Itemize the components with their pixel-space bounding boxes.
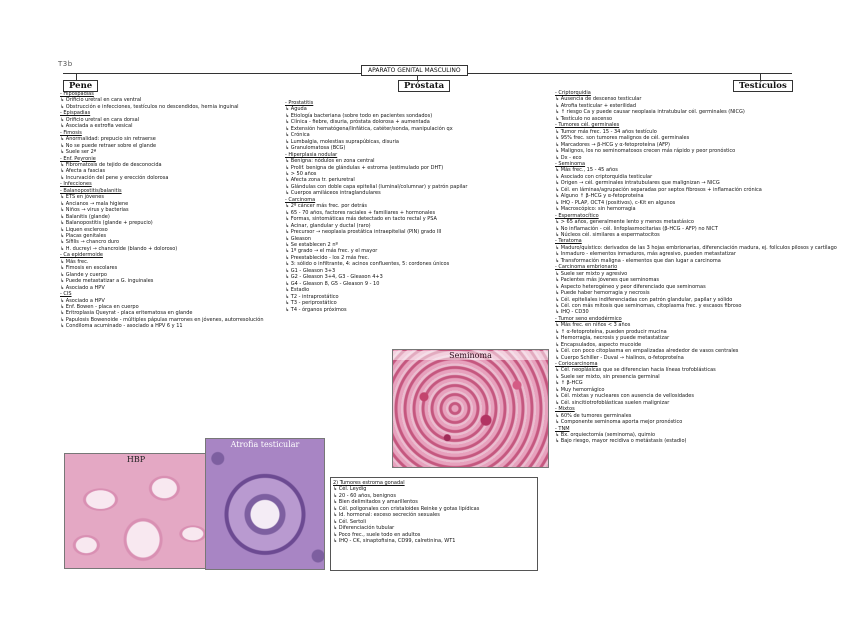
note-line: ↳ 60% de tumores germinales bbox=[555, 412, 632, 419]
atrofia-caption: Atrofia testicular bbox=[230, 440, 300, 449]
page-title: APARATO GENITAL MASCULINO bbox=[361, 65, 468, 76]
note-line: ↳ ↑ β-HCG bbox=[555, 380, 583, 387]
note-line: ↳ Más frec. bbox=[60, 258, 89, 265]
note-line: ↳ Ausencia de descenso testicular bbox=[555, 96, 642, 103]
note-line: ↳ Hemorragia, necrosis y puede metastatizar bbox=[555, 335, 670, 342]
hbp-micrograph bbox=[64, 453, 208, 569]
note-line: - Ca epidermoide bbox=[60, 252, 103, 259]
note-line: ↳ Inmaduro - elementos inmaduros, más agresivo, pueden metastatizar bbox=[555, 251, 736, 258]
note-line: - CIS bbox=[60, 291, 72, 298]
note-line: ↳ IHQ - PLAP, OCT4 (positivos), c-Kit en algunos bbox=[555, 199, 676, 206]
notes-column-pene bbox=[60, 91, 276, 330]
note-line: ↳ Estadio bbox=[285, 287, 310, 294]
note-line: ↳ 3: sólido o infiltrante, 4: acinos confluentes, 5: cordones únicos bbox=[285, 261, 450, 268]
header-pene: Pene bbox=[63, 80, 98, 92]
notes-column-estroma-gonadal bbox=[333, 480, 533, 545]
note-line: ↳ Ancianos → mala higiene bbox=[60, 200, 129, 207]
note-line: ↳ Papulosis Bowenoide - múltiples pápulas marrones en jóvenes, autorresolución bbox=[60, 316, 264, 323]
note-line: ↳ Orificio uretral en cara ventral bbox=[60, 97, 142, 104]
note-line: ↳ Formas, sintomáticas más detectado en tacto rectal y PSA bbox=[285, 216, 437, 223]
note-line: ↳ Suele ser mixto y agresivo bbox=[555, 270, 628, 277]
note-line: ↳ Tumor más frec. 15 - 34 años testículo bbox=[555, 128, 657, 135]
note-line: ↳ Crónica bbox=[285, 132, 310, 139]
note-line: ↳ Asociado con criptorquidia testicular bbox=[555, 173, 653, 180]
note-line: ↳ Maduro/quístico: derivados de las 3 hojas embrionarias, diferenciación madura, ej. folículos pilosos y cartílago bbox=[555, 244, 837, 251]
notes-column-prostata bbox=[285, 100, 555, 313]
note-line: ↳ Gleason bbox=[285, 235, 312, 242]
note-line: ↳ Enf. Bowen - placa en cuerpo bbox=[60, 303, 139, 310]
note-line: - Criptorquidia bbox=[555, 90, 591, 96]
note-line: ↳ G4 - Gleason 8, G5 - Gleason 9 - 10 bbox=[285, 280, 380, 287]
note-line: - Fimosis bbox=[60, 129, 82, 136]
note-line: ↳ Suele ser 2ª bbox=[60, 149, 97, 156]
atrofia-micrograph bbox=[205, 438, 325, 570]
note-line: ↳ Liquen escleroso bbox=[60, 226, 108, 233]
note-line: ↳ Obstrucción e infecciones, testículos no descendidos, hernia inguinal bbox=[60, 103, 239, 110]
note-line: - Carcinoma embrionario bbox=[555, 264, 618, 271]
note-line: ↳ Marcadores → β-HCG y α-fetoproteína (AFP) bbox=[555, 141, 670, 148]
header-testiculos: Testículos bbox=[733, 80, 793, 92]
header-prostata: Próstata bbox=[398, 80, 450, 92]
note-line: - Espermatocítico bbox=[555, 212, 599, 219]
note-line: ↳ 65 - 70 años, factores raciales + familiares + hormonales bbox=[285, 209, 436, 216]
note-line: ↳ Cél. poligonales con cristaloides Reinke y gotas lipídicas bbox=[333, 505, 480, 512]
note-line: ↳ Fibromatosis de tejido de desconocida bbox=[60, 161, 162, 168]
note-line: ↳ > 65 años, generalmente lento y menos metastásico bbox=[555, 219, 694, 226]
hbp-caption: HBP bbox=[126, 455, 146, 464]
note-line: - Balanopostitis/balanitis bbox=[60, 187, 122, 194]
note-line: ↳ Cél. epiteliales indiferenciadas con patrón glandular, papilar y sólido bbox=[555, 296, 733, 303]
note-line: ↳ Cél. en láminas/agrupación separadas por septos fibrosos + inflamación crónica bbox=[555, 186, 762, 193]
note-line: ↳ Suele ser mixto, sin presencia germinal bbox=[555, 373, 660, 380]
note-line: ↳ 2º cáncer más frec. por detrás bbox=[285, 203, 368, 210]
note-line: ↳ Diferenciación tubular bbox=[333, 525, 395, 532]
notes-column-testiculos bbox=[555, 90, 837, 445]
note-line: ↳ Bajo riesgo, mayor recidiva o metástasis (estadio) bbox=[555, 438, 687, 445]
note-line: - Tumores cél. germinales bbox=[555, 122, 620, 129]
note-line: ↳ Cél. sincitiotrofoblásticas suelen malignizar bbox=[555, 399, 670, 406]
note-line: ↳ Puede metastatizar a G. inguinales bbox=[60, 278, 154, 285]
note-line: ↳ G1 - Gleason 3+3 bbox=[285, 267, 336, 274]
note-line: ↳ ↑ riesgo Ca y puede causar neoplasia intratubular cél. germinales (NICG) bbox=[555, 109, 745, 116]
note-line: - Tumor seno endodérmico bbox=[555, 315, 622, 322]
note-line: ↳ ETS en jóvenes bbox=[60, 194, 104, 201]
note-line: ↳ Fimosis en escolares bbox=[60, 265, 118, 272]
note-line: ↳ Más frec. en niños < 3 años bbox=[555, 322, 631, 329]
note-line: ↳ Encapsulados, aspecto mucoide bbox=[555, 341, 642, 348]
note-line: - Teratoma bbox=[555, 238, 582, 245]
note-line: ↳ Cél. con más mitosis que seminomas, citoplasma frec. y escasos fibroso bbox=[555, 302, 742, 309]
note-line: ↳ H. ducreyi → chancroide (blando + doloroso) bbox=[60, 245, 178, 252]
note-line: ↳ Muy hemorrágico bbox=[555, 386, 605, 393]
note-line: - Enf. Peyronie bbox=[60, 155, 96, 162]
note-line: ↳ Dx - eco bbox=[555, 154, 582, 161]
note-line: ↳ Clínica - fiebre, disuria, próstata dolorosa + aumentada bbox=[285, 119, 430, 126]
note-line: - Coriocarcinoma bbox=[555, 361, 598, 368]
note-line: ↳ Atrofia testicular + esterilidad bbox=[555, 102, 637, 109]
note-line: ↳ Cuerpo Schiller - Duval → hialinos, α-fetoproteína bbox=[555, 354, 684, 361]
note-line: ↳ Bien delimitados y amarillentos bbox=[333, 499, 418, 506]
note-line: - Mixtos bbox=[555, 406, 575, 413]
note-line: ↳ Placas genitales bbox=[60, 232, 107, 239]
note-line: ↳ Afecta a fascias bbox=[60, 168, 106, 175]
note-line: ↳ G2 - Gleason 3+4, G3 - Gleason 4+3 bbox=[285, 274, 383, 281]
note-line: ↳ Cél. con poco citoplasma en empalizadas alrededor de vasos centrales bbox=[555, 348, 739, 355]
note-line: ↳ Condiloma acuminado - asociado a HPV 6 y 11 bbox=[60, 323, 183, 330]
page-tag: T3b bbox=[58, 60, 73, 68]
note-line: ↳ Puede haber hemorragia y necrosis bbox=[555, 290, 650, 297]
note-line: - Carcinoma bbox=[285, 196, 316, 203]
note-line: ↳ Id. hormonal: exceso secreción sexuales bbox=[333, 512, 440, 519]
note-line: ↳ Cél. Sertoli bbox=[333, 518, 367, 525]
note-line: ↳ Más frec., 15 - 45 años bbox=[555, 167, 618, 174]
note-line: ↳ Cuerpos amiláceos intraglandulares bbox=[285, 190, 381, 197]
note-line: ↳ Incurvación del pene y erección dolorosa bbox=[60, 174, 169, 181]
note-line: ↳ Alguno ↑ β-HCG y α-fetoproteína bbox=[555, 193, 644, 200]
note-line: ↳ Sífilis → chancro duro bbox=[60, 239, 120, 246]
note-line: ↳ Origen → cél. germinales intratubulares que malignizan → NICG bbox=[555, 180, 720, 187]
note-line: ↳ Balanitis (glande) bbox=[60, 213, 110, 220]
note-line: ↳ 95% frec. son tumores malignos de cél. germinales bbox=[555, 135, 690, 142]
note-line: ↳ Malignos, los no seminomatosos crecen más rápido y peor pronóstico bbox=[555, 148, 736, 155]
note-line: 2) Tumores estroma gonadal bbox=[333, 480, 405, 486]
note-line: ↳ Lumbalgia, molestias suprapúbicas, disuria bbox=[285, 138, 399, 145]
note-line: ↳ Asociada a extrofia vesical bbox=[60, 123, 133, 130]
note-line: - Epispadias bbox=[60, 110, 91, 117]
note-line: ↳ Asociado a HPV bbox=[60, 284, 105, 291]
note-line: ↳ Cél. Leydig bbox=[333, 486, 367, 493]
note-line: - Hiperplasia nodular bbox=[285, 151, 338, 158]
note-line: ↳ Niños → virus y bacterias bbox=[60, 207, 129, 214]
note-line: ↳ Afecta zona tr. periuretral bbox=[285, 177, 355, 184]
note-line: ↳ T4 - órganos próximos bbox=[285, 306, 347, 313]
note-line: ↳ No se puede retraer sobre el glande bbox=[60, 142, 157, 149]
note-line: ↳ Prolif. benigna de glándulas + estroma (estimulado por DHT) bbox=[285, 164, 444, 171]
note-line: ↳ Cél. mixtas y nucleares con ausencia de vellosidades bbox=[555, 393, 694, 400]
note-line: ↳ ↑ α-fetoproteína, pueden producir mucina bbox=[555, 328, 667, 335]
note-line: ↳ Granulomatosa (BCG) bbox=[285, 145, 346, 152]
note-line: ↳ IHQ - CK, sinaptofisina, CD99, calretinina, WT1 bbox=[333, 538, 456, 545]
note-line: ↳ 20 - 60 años, benignos bbox=[333, 492, 396, 499]
note-line: ↳ Etiología bacteriana (sobre todo en pacientes sondados) bbox=[285, 112, 433, 119]
note-line: ↳ Aspecto heterogéneo y peor diferenciado que seminomas bbox=[555, 283, 706, 290]
note-line: - Hipospadias bbox=[60, 91, 94, 97]
note-line: - Seminoma bbox=[555, 160, 586, 167]
note-line: ↳ Componente seminoma aporta mejor pronóstico bbox=[555, 419, 683, 426]
note-line: ↳ Glándulas con doble capa epitelial (luminal/columnar) y patrón papilar bbox=[285, 183, 468, 190]
note-line: ↳ Asociado a HPV bbox=[60, 297, 105, 304]
note-line: ↳ Extensión hematógena/linfática, catéter/sonda, manipulación qx bbox=[285, 125, 453, 132]
note-line: ↳ Pacientes más jóvenes que seminomas bbox=[555, 277, 660, 284]
note-line: ↳ T2 - intraprostático bbox=[285, 293, 339, 300]
note-line: ↳ Benigna: nódulos en zona central bbox=[285, 158, 375, 165]
note-line: ↳ Precursor → neoplasia prostática intraepitelial (PIN) grado III bbox=[285, 229, 442, 236]
note-line: - Infecciones bbox=[60, 181, 92, 188]
note-line: ↳ Balanopostitis (glande + prepucio) bbox=[60, 220, 153, 227]
note-line: ↳ Orificio uretral en cara dorsal bbox=[60, 116, 140, 123]
note-line: ↳ 1º grado → el más frec. y el mayor bbox=[285, 248, 378, 255]
note-line: ↳ Eritroplasia Queyrat - placa eritematosa en glande bbox=[60, 310, 193, 317]
note-line: ↳ Poco frec., suele todo en adultos bbox=[333, 531, 421, 538]
note-line: ↳ IHQ - CD30 bbox=[555, 309, 589, 316]
seminoma-micrograph bbox=[392, 349, 549, 468]
note-line: ↳ Aguda bbox=[285, 106, 307, 113]
note-line: ↳ T3 - periprostático bbox=[285, 300, 337, 307]
note-line: ↳ Transformación maligna - elementos que dan lugar a carcinoma bbox=[555, 257, 721, 264]
note-line: ↳ Se establecen 2 nº bbox=[285, 241, 338, 248]
note-line: ↳ Testículo no ascenso bbox=[555, 115, 613, 122]
note-line: ↳ Cél. neoplásicas que se diferencian hacia líneas trofoblásticas bbox=[555, 367, 716, 374]
note-line: ↳ Acinar, glandular y ductal (raro) bbox=[285, 222, 371, 229]
note-line: ↳ Macroscópico: sin hemorragia bbox=[555, 206, 636, 213]
note-line: ↳ Preestablecido - los 2 más frec. bbox=[285, 254, 370, 261]
note-line: ↳ Bx. orquiectomía (seminoma), quimio bbox=[555, 432, 656, 439]
note-line: ↳ Glande y cuerpo bbox=[60, 271, 107, 278]
seminoma-caption: Seminoma bbox=[393, 351, 548, 360]
note-line: ↳ Anormalidad: prepucio sin retraerse bbox=[60, 136, 156, 143]
note-line: ↳ > 50 años bbox=[285, 170, 317, 177]
note-line: - Prostatitis bbox=[285, 100, 314, 106]
note-line: ↳ No inflamación - cél. linfoplasmocitarias (β-HCG - AFP) no NICT bbox=[555, 225, 718, 232]
note-line: ↳ Núcleos cél. similares a espermatocitos bbox=[555, 231, 660, 238]
note-line: - TNM bbox=[555, 425, 570, 432]
